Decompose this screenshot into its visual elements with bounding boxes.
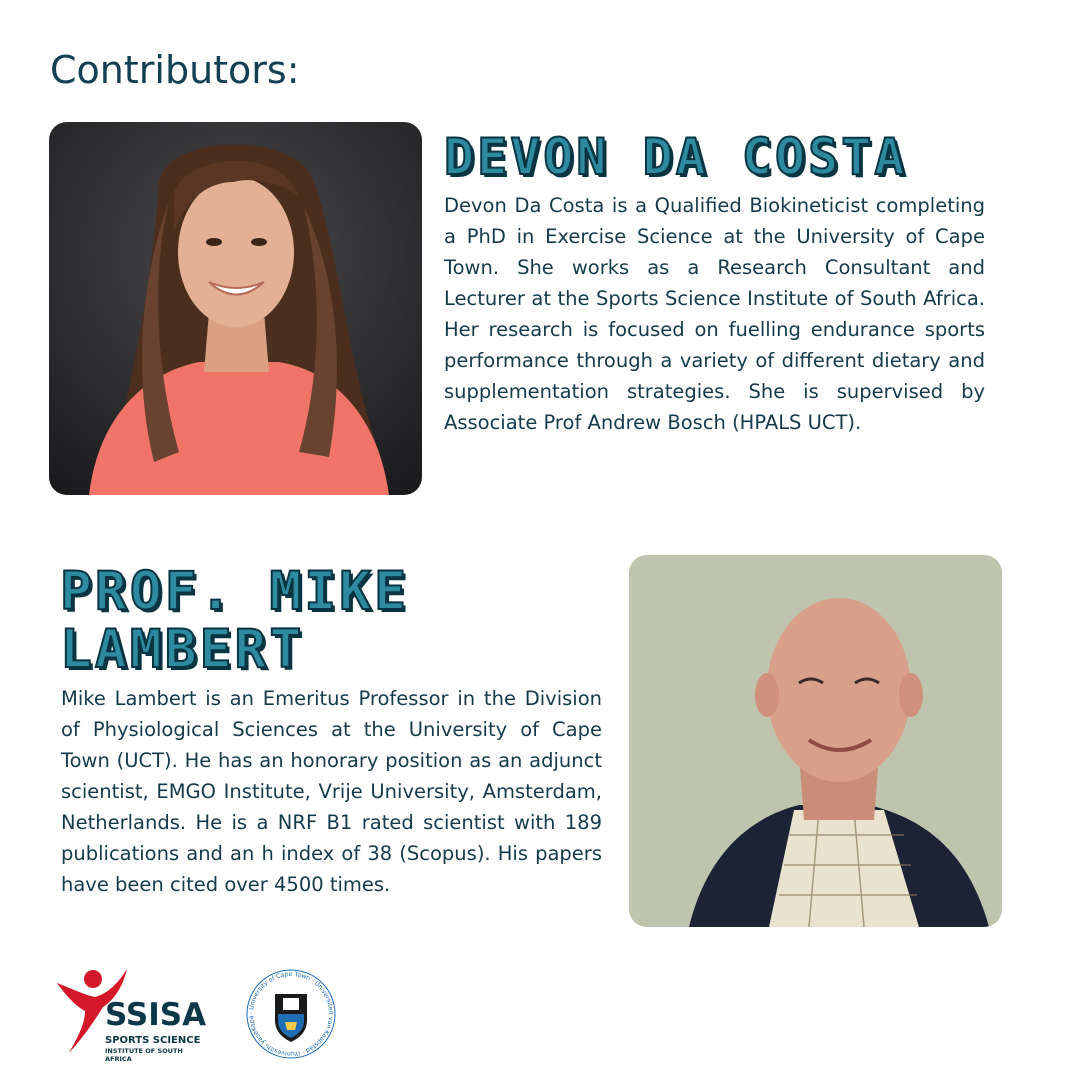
contributor-name-mike: PROF. MIKE LAMBERT: [60, 561, 410, 681]
contributor-bio-devon: Devon Da Costa is a Qualified Biokineticist completing a PhD in Exercise Science at the University of Cape Town. She works as a Research Consultant and Lecturer at the Sports Science Institute of South Africa. Her research is focused on fuelling endurance sports performance through a variety of different dietary and supplementation strategies. She is supervised by Associate Prof Andrew Bosch (HPALS UCT).: [444, 194, 985, 434]
uct-logo: [245, 968, 337, 1060]
mike-lambert-photo: [629, 555, 1002, 927]
page-title: Contributors:: [50, 48, 300, 92]
uct-ring-text: · University of Cape Town · Universiteit van Kaapstad · iYunivesithi yaseKapa: [247, 970, 335, 1058]
ssisa-subtitle-line2: INSTITUTE OF SOUTH AFRICA: [105, 1047, 183, 1063]
contributor-name-devon: DEVON DA COSTA: [444, 128, 908, 186]
devon-da-costa-photo: [49, 122, 422, 495]
contributor-bio-mike: Mike Lambert is an Emeritus Professor in the Division of Physiological Sciences at the University of Cape Town (UCT). He has an honorary position as an adjunct scientist, EMGO Institute, Vrije University, Amsterdam, Netherlands. He is a NRF B1 rated scientist with 189 publications and an h index of 38 (Scopus). His papers have been cited over 4500 times.: [61, 687, 602, 896]
ssisa-wordmark: SSISA: [105, 997, 207, 1033]
ssisa-subtitle-line1: SPORTS SCIENCE: [105, 1035, 201, 1046]
ssisa-logo: [55, 965, 207, 1063]
